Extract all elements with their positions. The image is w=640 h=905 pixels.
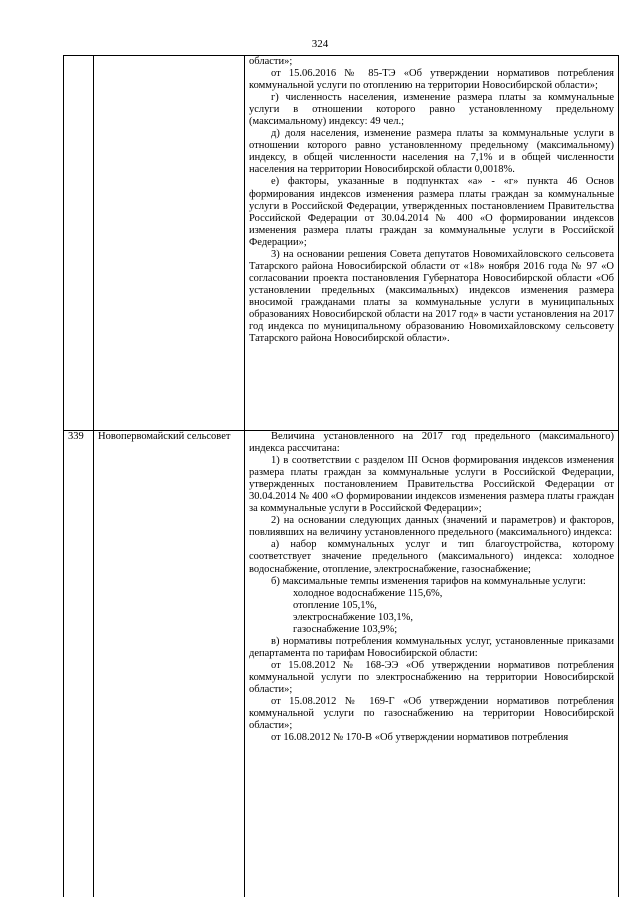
table-row — [64, 56, 619, 431]
text-paragraph: от 15.08.2012 № 169-Г «Об утверждении нормативов потребления коммунальной услуги по газоснабжению на территории Новосибирской области»; — [249, 696, 614, 732]
text-paragraph: 2) на основании следующих данных (значений и параметров) и факторов, повлиявших на величину установленного предельного (максимального) индекса: — [249, 515, 614, 539]
municipality-name-cell — [94, 56, 245, 431]
text-paragraph: электроснабжение 103,1%, — [293, 611, 413, 623]
text-paragraph: области»; — [249, 56, 293, 67]
text-paragraph: 3) на основании решения Совета депутатов Новомихайловского сельсовета Татарского района Новосибирской области от «18» ноября 2016 года № 97 «О согласовании проекта постановления Губернатора Новосибирской области «Об установлении предельных (максимальных) индексов изменения размера вносимой гражданами платы за коммунальные услуги в муниципальных образованиях Новосибирской области на 2017 год» в части установления на 2017 год индекса по муниципальному образованию Новомихайловскому сельсовету Татарского района Новосибирской области». — [249, 248, 614, 345]
document-table — [63, 55, 619, 897]
text-paragraph: от 15.06.2016 № 85-ТЭ «Об утверждении нормативов потребления коммунальной услуги по отоплению на территории Новосибирской области»; — [249, 68, 614, 92]
row-number-cell: 339 — [64, 431, 94, 898]
text-paragraph: 1) в соответствии с разделом III Основ формирования индексов изменения размера платы граждан за коммунальные услуги в Российской Федерации, утвержденных постановлением Правительства Российской Федерации от 30.04.2014 № 400 «О формировании индексов изменения размера платы граждан за коммунальные услуги в Российской Федерации»; — [249, 455, 614, 515]
text-paragraph: Величина установленного на 2017 год предельного (максимального) индекса рассчитана: — [249, 431, 614, 455]
text-paragraph: г) численность населения, изменение размера платы за коммунальные услуги в отношении которого равно установленному предельному (максимальному) индексу: 49 чел.; — [249, 92, 614, 128]
text-paragraph: е) факторы, указанные в подпунктах «а» - «г» пункта 46 Основ формирования индексов изменения размера платы граждан за коммунальные услуги в Российской Федерации, утвержденных постановлением Правительства Российской Федерации от 30.04.2014 № 400 «О формировании индексов изменения размера платы граждан за коммунальные услуги в Российской Федерации»; — [249, 176, 614, 248]
text-paragraph: холодное водоснабжение 115,6%, — [293, 587, 443, 599]
municipality-name-cell: Новопервомайский сельсовет — [94, 431, 245, 898]
justification-text-cell — [245, 56, 619, 431]
text-paragraph: отопление 105,1%, — [293, 599, 377, 611]
text-paragraph: от 15.08.2012 № 168-ЭЭ «Об утверждении нормативов потребления коммунальной услуги по электроснабжению на территории Новосибирской области»; — [249, 659, 614, 695]
row-number-cell — [64, 56, 94, 431]
justification-text-cell — [245, 431, 619, 898]
text-paragraph: в) нормативы потребления коммунальных услуг, установленные приказами департамента по тарифам Новосибирской области: — [249, 635, 614, 659]
text-paragraph: д) доля населения, изменение размера платы за коммунальные услуги в отношении которого равно установленному предельному (максимальному) индексу, в общей численности населения на 7,1% и в общей численности населения на территории Новосибирской области 0,0018%. — [249, 128, 614, 176]
text-paragraph: газоснабжение 103,9%; — [293, 623, 398, 635]
text-paragraph: от 16.08.2012 № 170-В «Об утверждении нормативов потребления — [271, 732, 569, 744]
page-number: 324 — [311, 38, 329, 50]
text-paragraph: б) максимальные темпы изменения тарифов на коммунальные услуги: — [271, 575, 586, 587]
table-row — [64, 431, 619, 898]
text-paragraph: а) набор коммунальных услуг и тип благоустройства, которому соответствует значение предельного (максимального) индекса: холодное водоснабжение, отопление, электроснабжение, газоснабжение; — [249, 539, 614, 575]
